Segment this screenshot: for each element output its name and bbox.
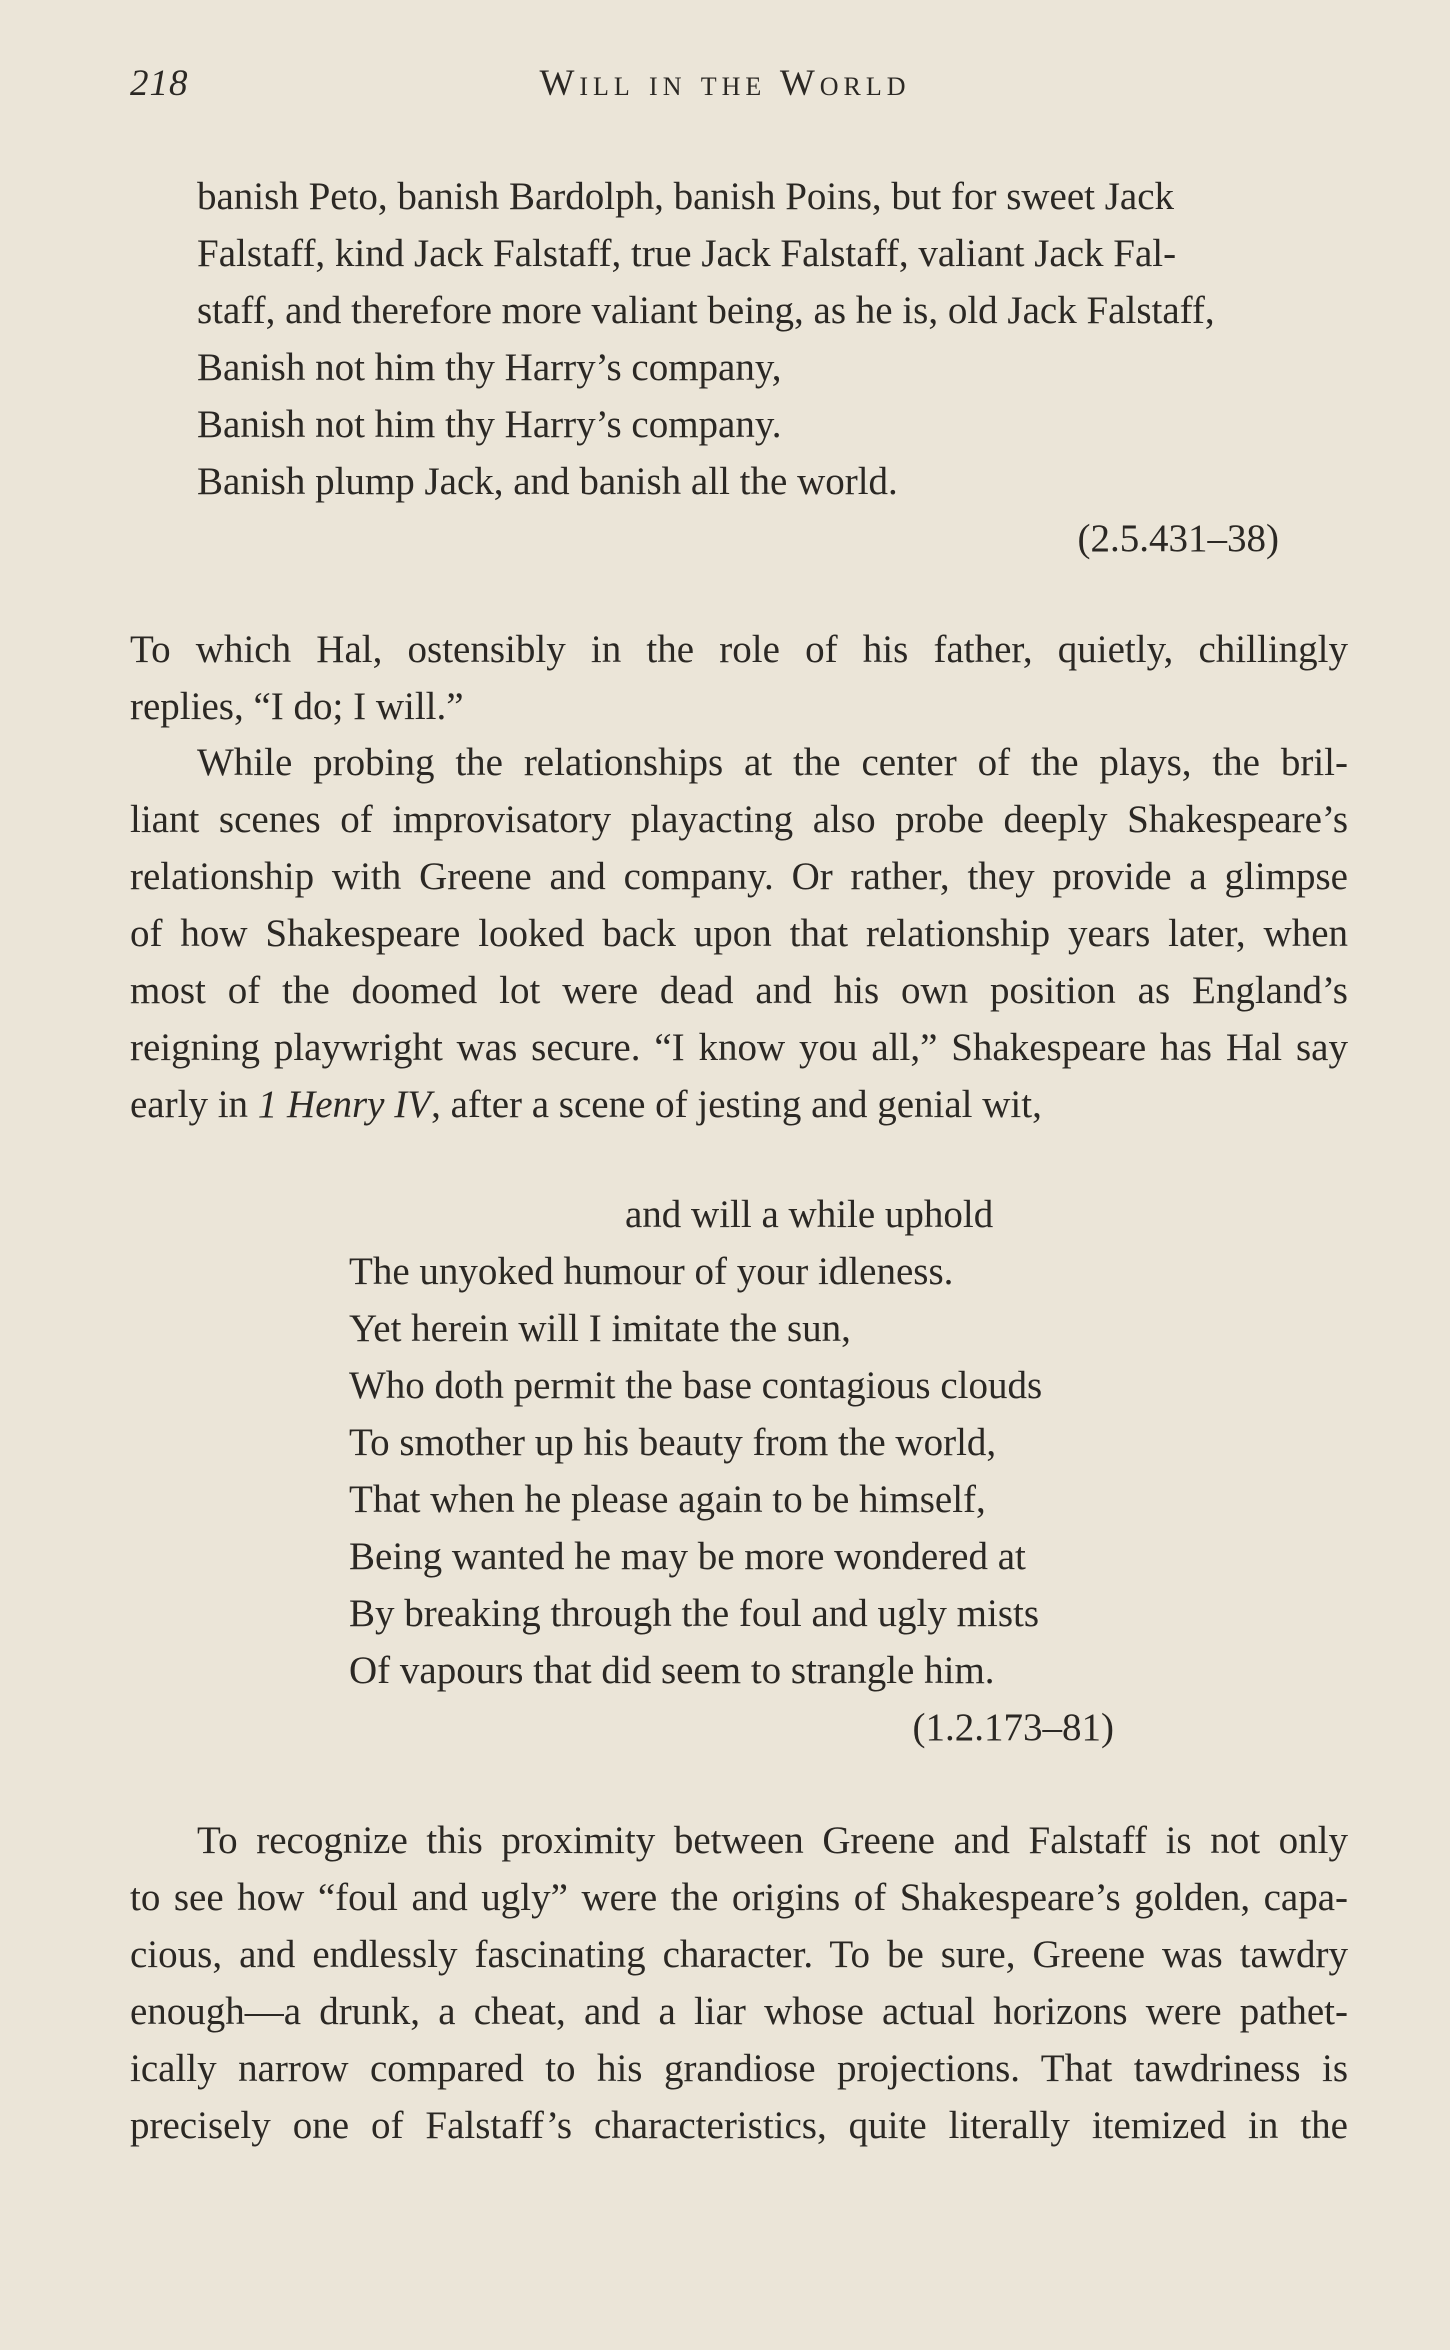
paragraph-line: most of the doomed lot were dead and his own position as England’s [130, 969, 1348, 1012]
verse-line: Yet herein will I imitate the sun, [349, 1307, 851, 1350]
verse-line: Who doth permit the base contagious clouds [349, 1364, 1043, 1407]
running-head: Will in the World [539, 63, 911, 104]
paragraph-line: precisely one of Falstaff’s characteristics, quite literally itemized in the [130, 2104, 1348, 2147]
paragraph-line: To recognize this proximity between Greene and Falstaff is not only [197, 1819, 1348, 1862]
quote-line: Falstaff, kind Jack Falstaff, true Jack Falstaff, valiant Jack Fal- [197, 232, 1177, 275]
verse-citation: (1.2.173–81) [912, 1706, 1114, 1749]
quote-line: banish Peto, banish Bardolph, banish Poins, but for sweet Jack [197, 175, 1175, 218]
quote-line: staff, and therefore more valiant being, as he is, old Jack Falstaff, [197, 289, 1215, 332]
paragraph-line [130, 1076, 1348, 1133]
play-title: 1 Henry IV [257, 1083, 432, 1126]
verse-line: That when he please again to be himself, [349, 1478, 986, 1521]
paragraph-hal-reply [130, 621, 1348, 735]
paragraph-line: to see how “foul and ugly” were the origins of Shakespeare’s golden, capa- [130, 1876, 1348, 1919]
paragraph-line: reigning playwright was secure. “I know you all,” Shakespeare has Hal say [130, 1026, 1348, 1069]
paragraph-line: cious, and endlessly fascinating character. To be sure, Greene was tawdry [130, 1933, 1348, 1976]
block-quote-verse [349, 1186, 1114, 1756]
quote-line: Banish plump Jack, and banish all the world. [197, 460, 898, 503]
paragraph-line: replies, “I do; I will.” [130, 685, 464, 728]
paragraph-line: To which Hal, ostensibly in the role of his father, quietly, chillingly [130, 628, 1348, 671]
page-number: 218 [130, 63, 189, 104]
verse-line: Being wanted he may be more wondered at [349, 1535, 1026, 1578]
paragraph-greene-relationship [130, 734, 1348, 1133]
quote-citation: (2.5.431–38) [1077, 517, 1279, 560]
verse-line: By breaking through the foul and ugly mists [349, 1592, 1040, 1635]
paragraph-line: liant scenes of improvisatory playacting also probe deeply Shakespeare’s [130, 798, 1348, 841]
verse-line: To smother up his beauty from the world, [349, 1421, 997, 1464]
quote-line: Banish not him thy Harry’s company, [197, 346, 782, 389]
verse-line: The unyoked humour of your idleness. [349, 1250, 954, 1293]
paragraph-line: of how Shakespeare looked back upon that relationship years later, when [130, 912, 1348, 955]
paragraph-line: enough—a drunk, a cheat, and a liar whose actual horizons were pathet- [130, 1990, 1348, 2033]
paragraph-line: relationship with Greene and company. Or rather, they provide a glimpse [130, 855, 1348, 898]
block-quote-falstaff [197, 168, 1279, 567]
quote-line: Banish not him thy Harry’s company. [197, 403, 782, 446]
text-run: early in [130, 1083, 258, 1126]
paragraph-line: While probing the relationships at the center of the plays, the bril- [197, 741, 1348, 784]
paragraph-proximity [130, 1812, 1348, 2154]
verse-line: and will a while uphold [625, 1193, 994, 1236]
paragraph-line: ically narrow compared to his grandiose projections. That tawdriness is [130, 2047, 1348, 2090]
verse-line: Of vapours that did seem to strangle him. [349, 1649, 995, 1692]
text-run: , after a scene of jesting and genial wit, [431, 1083, 1042, 1126]
